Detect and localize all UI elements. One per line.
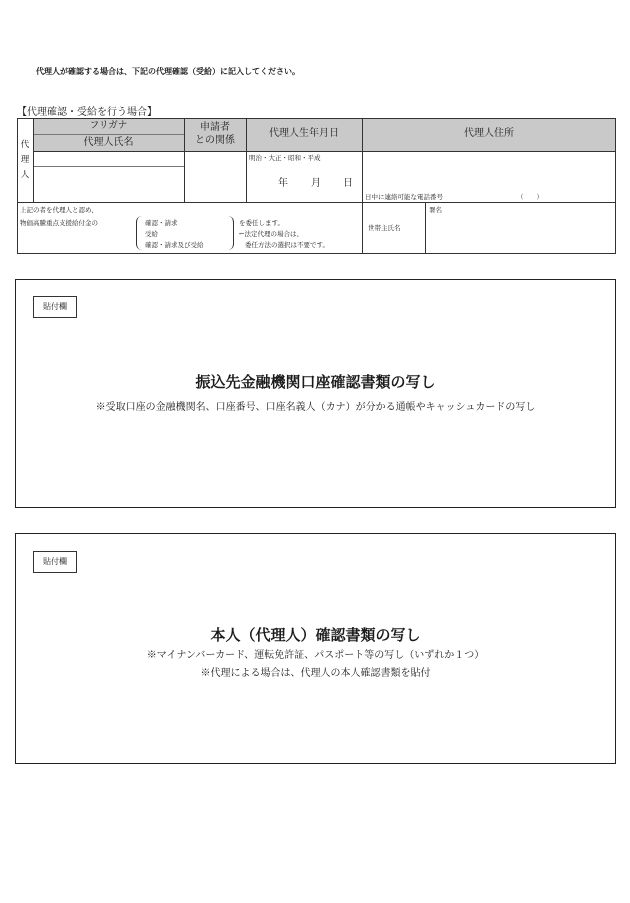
paste-note-bank-account: ※受取口座の金融機関名、口座番号、口座名義人（カナ）が分かる通帳やキャッシュカードの写し bbox=[95, 402, 536, 413]
household-head-label: 世帯主氏名 bbox=[368, 224, 401, 232]
era-options: 明治・大正・昭和・平成 bbox=[249, 154, 321, 162]
header-relation-line1: 申請者 bbox=[200, 122, 230, 133]
header-birthdate: 代理人生年月日 bbox=[269, 128, 339, 139]
proxy-table bbox=[17, 118, 616, 254]
options-bracket-right bbox=[227, 216, 234, 250]
legal-note-1: ←法定代理の場合は、 bbox=[239, 230, 303, 238]
options-bracket-left bbox=[136, 216, 143, 250]
header-furigana: フリガナ bbox=[89, 120, 128, 131]
proxy-section-title: 【代理確認・受給を行う場合】 bbox=[17, 107, 157, 118]
paste-box-identity bbox=[15, 533, 616, 764]
signature-label: 署名 bbox=[429, 206, 442, 214]
date-unit-day: 日 bbox=[343, 178, 353, 189]
option-confirm-request: 確認・請求 bbox=[145, 219, 178, 227]
side-label-3: 人 bbox=[20, 170, 30, 180]
intro-instruction: 代理人が確認する場合は、下記の代理確認（受給）に記入してください。 bbox=[36, 66, 300, 76]
option-receive: 受給 bbox=[145, 230, 158, 238]
paste-label-2: 貼付欄 bbox=[33, 551, 77, 573]
delegation-line1: 上記の者を代理人と認め、 bbox=[20, 206, 98, 214]
header-relation-line2: との関係 bbox=[195, 135, 235, 146]
paste-title-identity: 本人（代理人）確認書類の写し bbox=[210, 626, 421, 644]
paste-box-bank-account bbox=[15, 279, 616, 508]
side-label-2: 理 bbox=[20, 155, 30, 165]
phone-label: 日中に連絡可能な電話番号 bbox=[365, 193, 443, 201]
entrust-text: を委任します。 bbox=[239, 219, 284, 227]
paste-label-1: 貼付欄 bbox=[33, 296, 77, 318]
paste-title-bank-account: 振込先金融機関口座確認書類の写し bbox=[195, 373, 436, 391]
side-label-1: 代 bbox=[20, 140, 30, 150]
date-unit-month: 月 bbox=[311, 178, 321, 189]
option-confirm-request-receive: 確認・請求及び受給 bbox=[145, 241, 204, 249]
header-address: 代理人住所 bbox=[464, 128, 514, 139]
header-proxy-name: 代理人氏名 bbox=[83, 137, 134, 148]
phone-parens: （ ） bbox=[517, 193, 543, 201]
legal-note-2: 委任方法の選択は不要です。 bbox=[245, 241, 329, 249]
date-unit-year: 年 bbox=[278, 178, 288, 189]
delegation-line2: 物価高騰重点支援給付金の bbox=[20, 219, 98, 227]
paste-note-identity-1: ※マイナンバーカード、運転免許証、パスポート等の写し（いずれか１つ） bbox=[146, 650, 485, 661]
paste-note-identity-2: ※代理による場合は、代理人の本人確認書類を貼付 bbox=[200, 668, 431, 679]
